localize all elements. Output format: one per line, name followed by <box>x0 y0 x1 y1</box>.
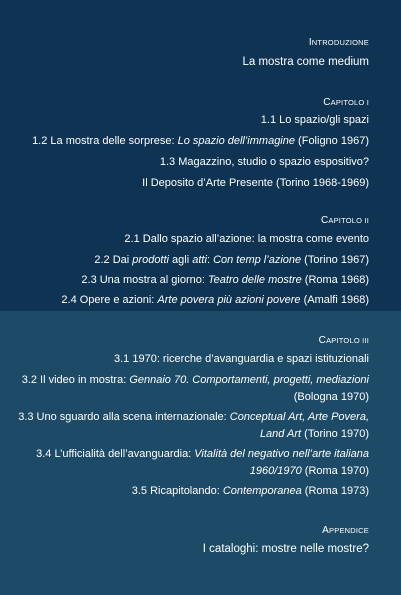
section-heading-chapter3 <box>9 334 369 347</box>
toc-entry-2-3[interactable] <box>9 274 369 287</box>
toc-entry-3-4[interactable] <box>9 448 369 461</box>
toc-entry-title-italic: Con temp l’azione <box>213 254 302 266</box>
toc-entry-place-date: (Torino 1967) <box>301 254 369 266</box>
toc-entry-3-3[interactable] <box>9 411 369 424</box>
toc-entry-place-date: (Torino 1970) <box>301 428 369 440</box>
chapter3-heading-text: CAPITOLO III <box>318 335 369 346</box>
toc-entry-text: 3.5 Ricapitolando: <box>131 485 223 497</box>
toc-entry-title-italic: 1960/1970 <box>249 465 302 477</box>
toc-entry-italic: prodotti <box>132 254 169 266</box>
toc-entry-2-2[interactable] <box>9 254 369 267</box>
toc-entry-text: 1.1 Lo spazio/gli spazi <box>260 114 369 126</box>
section-heading-intro <box>9 36 369 49</box>
appendix-heading-text: APPENDICE <box>322 525 369 536</box>
toc-entry-title-italic: Conceptual Art, Arte Povera, <box>229 411 369 423</box>
toc-entry-place-date: (Roma 1968) <box>301 274 369 286</box>
toc-entry-text: Il Deposito d’Arte Presente (Torino 1968-1969) <box>142 177 369 189</box>
toc-entry-place-date: (Bologna 1970) <box>293 391 369 403</box>
toc-entry-3-4-cont[interactable] <box>9 465 369 478</box>
toc-entry-text: 1.2 La mostra delle sorprese: <box>32 135 178 147</box>
intro-heading-text: INTRODUZIONE <box>308 37 369 48</box>
toc-entry-place-date: (Roma 1973) <box>301 485 369 497</box>
toc-entry-text: 2.1 Dallo spazio all’azione: la mostra come evento <box>124 233 369 245</box>
toc-entry-text: 1.3 Magazzino, studio o spazio espositivo? <box>159 156 369 168</box>
toc-entry-title-italic: Vitalità del negativo nell’arte italiana <box>194 448 369 460</box>
toc-entry-text: 3.2 Il video in mostra: <box>21 374 130 386</box>
toc-entry-1-3-cont[interactable] <box>9 177 369 190</box>
toc-entry-3-2[interactable] <box>9 374 369 387</box>
toc-entry-italic: atti <box>192 254 207 266</box>
toc-entry-3-5[interactable] <box>9 485 369 498</box>
toc-entry-title-italic: Contemporanea <box>222 485 302 497</box>
toc-entry-text: I cataloghi: mostre nelle mostre? <box>202 543 369 555</box>
toc-entry-text: 2.2 Dai <box>94 254 133 266</box>
toc-entry-place-date: (Foligno 1967) <box>295 135 369 147</box>
toc-entry-title-italic: Teatro delle mostre <box>207 274 302 286</box>
toc-entry-1-3[interactable] <box>9 156 369 169</box>
toc-entry-intro[interactable] <box>9 56 369 69</box>
toc-entry-text: 2.4 Opere e azioni: <box>61 294 158 306</box>
toc-entry-title-italic: Gennaio 70. Comportamenti, progetti, mediazioni <box>129 374 369 386</box>
toc-entry-title-italic: Land Art <box>259 428 302 440</box>
toc-entry-appendix[interactable] <box>9 543 369 556</box>
toc-entry-2-1[interactable] <box>9 233 369 246</box>
toc-entry-title-italic: Arte povera più azioni povere <box>157 294 301 306</box>
toc-entry-text: La mostra come medium <box>242 56 369 68</box>
toc-entry-1-2[interactable] <box>9 135 369 148</box>
toc-entry-text: : <box>206 254 214 266</box>
toc-entry-3-3-cont[interactable] <box>9 428 369 441</box>
chapter2-heading-text: CAPITOLO II <box>320 215 369 226</box>
toc-entry-place-date: (Roma 1970) <box>301 465 369 477</box>
toc-entry-2-4[interactable] <box>9 294 369 307</box>
toc-entry-1-1[interactable] <box>9 114 369 127</box>
chapter1-heading-text: CAPITOLO I <box>323 97 369 108</box>
toc-entry-text: 2.3 Una mostra al giorno: <box>81 274 208 286</box>
section-heading-appendix <box>9 524 369 537</box>
toc-entry-text: 3.4 L’ufficialità dell’avanguardia: <box>36 448 195 460</box>
toc-entry-text: agli <box>169 254 193 266</box>
toc-entry-text: 3.3 Uno sguardo alla scena internazionale: <box>18 411 230 423</box>
toc-entry-text: 3.1 1970: ricerche d’avanguardia e spazi istituzionali <box>114 353 369 365</box>
toc-entry-3-1[interactable] <box>9 353 369 366</box>
section-heading-chapter2 <box>9 214 369 227</box>
toc-entry-title-italic: Lo spazio dell’immagine <box>177 135 295 147</box>
toc-entry-place-date: (Amalfi 1968) <box>300 294 369 306</box>
section-heading-chapter1 <box>9 96 369 109</box>
toc-entry-3-2-cont[interactable] <box>9 391 369 404</box>
